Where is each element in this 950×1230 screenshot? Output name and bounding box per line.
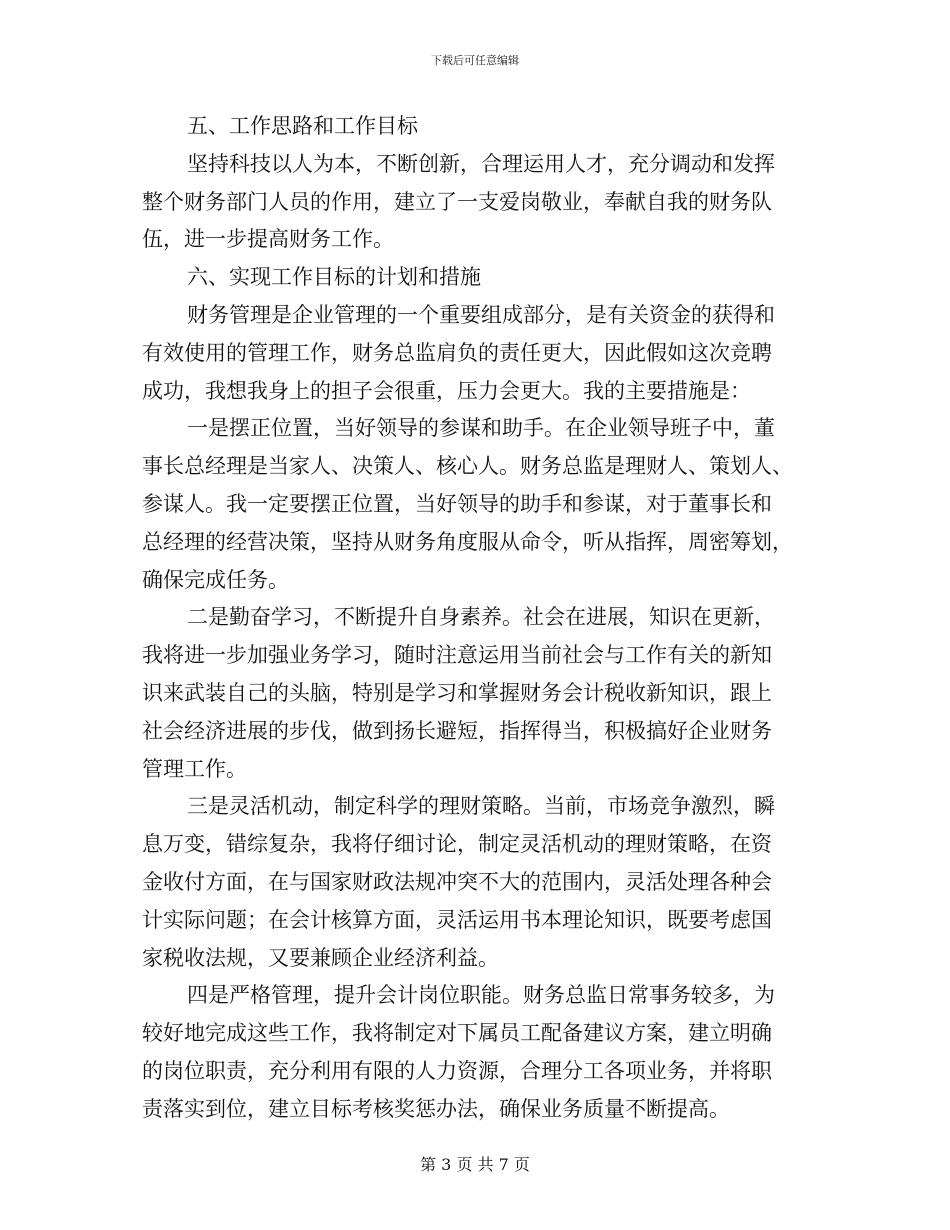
section-heading-5: 五、工作思路和工作目标 bbox=[187, 114, 418, 138]
text-line: 有效使用的管理工作，财务总监肩负的责任更大，因此假如这次竞聘 bbox=[142, 340, 772, 365]
header-note: 下载后可任意编辑 bbox=[431, 54, 519, 67]
text-line: 伍，进一步提高财务工作。 bbox=[142, 227, 394, 252]
text-line: 我将进一步加强业务学习，随时注意运用当前社会与工作有关的新知 bbox=[142, 643, 772, 668]
text-line: 总经理的经营决策，坚持从财务角度服从命令，听从指挥，周密筹划， bbox=[142, 529, 793, 554]
page-footer: 第 3 页 共 7 页 bbox=[420, 1155, 530, 1174]
text-line: 参谋人。我一定要摆正位置，当好领导的助手和参谋，对于董事长和 bbox=[142, 491, 772, 516]
section-heading-6: 六、实现工作目标的计划和措施 bbox=[187, 265, 481, 290]
text-line: 识来武装自己的头脑，特别是学习和掌握财务会计税收新知识，跟上 bbox=[142, 680, 772, 705]
text-line: 计实际问题；在会计核算方面，灵活运用书本理论知识，既要考虑国 bbox=[142, 907, 772, 932]
text-line: 责落实到位，建立目标考核奖惩办法，确保业务质量不断提高。 bbox=[142, 1096, 730, 1121]
text-line: 较好地完成这些工作，我将制定对下属员工配备建议方案，建立明确 bbox=[142, 1021, 772, 1046]
text-line: 金收付方面，在与国家财政法规冲突不大的范围内，灵活处理各种会 bbox=[142, 869, 772, 894]
text-line: 整个财务部门人员的作用，建立了一支爱岗敬业，奉献自我的财务队 bbox=[142, 189, 772, 214]
text-line: 坚持科技以人为本，不断创新，合理运用人才，充分调动和发挥 bbox=[187, 151, 775, 176]
text-line: 一是摆正位置，当好领导的参谋和助手。在企业领导班子中，董 bbox=[187, 416, 775, 441]
text-line: 四是严格管理，提升会计岗位职能。财务总监日常事务较多，为 bbox=[187, 983, 775, 1008]
text-line: 成功，我想我身上的担子会很重，压力会更大。我的主要措施是： bbox=[142, 378, 751, 403]
text-line: 财务管理是企业管理的一个重要组成部分，是有关资金的获得和 bbox=[187, 302, 775, 327]
text-line: 二是勤奋学习，不断提升自身素养。社会在进展，知识在更新， bbox=[187, 605, 775, 630]
text-line: 社会经济进展的步伐，做到扬长避短，指挥得当，积极搞好企业财务 bbox=[142, 718, 772, 743]
text-line: 管理工作。 bbox=[142, 756, 247, 781]
text-line: 三是灵活机动，制定科学的理财策略。当前，市场竞争激烈，瞬 bbox=[187, 794, 775, 819]
text-line: 确保完成任务。 bbox=[142, 567, 289, 592]
document-body bbox=[142, 108, 810, 1129]
text-line: 家税收法规，又要兼顾企业经济利益。 bbox=[142, 945, 499, 970]
text-line: 息万变，错综复杂，我将仔细讨论，制定灵活机动的理财策略，在资 bbox=[142, 832, 772, 857]
text-line: 的岗位职责，充分利用有限的人力资源，合理分工各项业务，并将职 bbox=[142, 1058, 772, 1083]
text-line: 事长总经理是当家人、决策人、核心人。财务总监是理财人、策划人、 bbox=[142, 454, 793, 479]
